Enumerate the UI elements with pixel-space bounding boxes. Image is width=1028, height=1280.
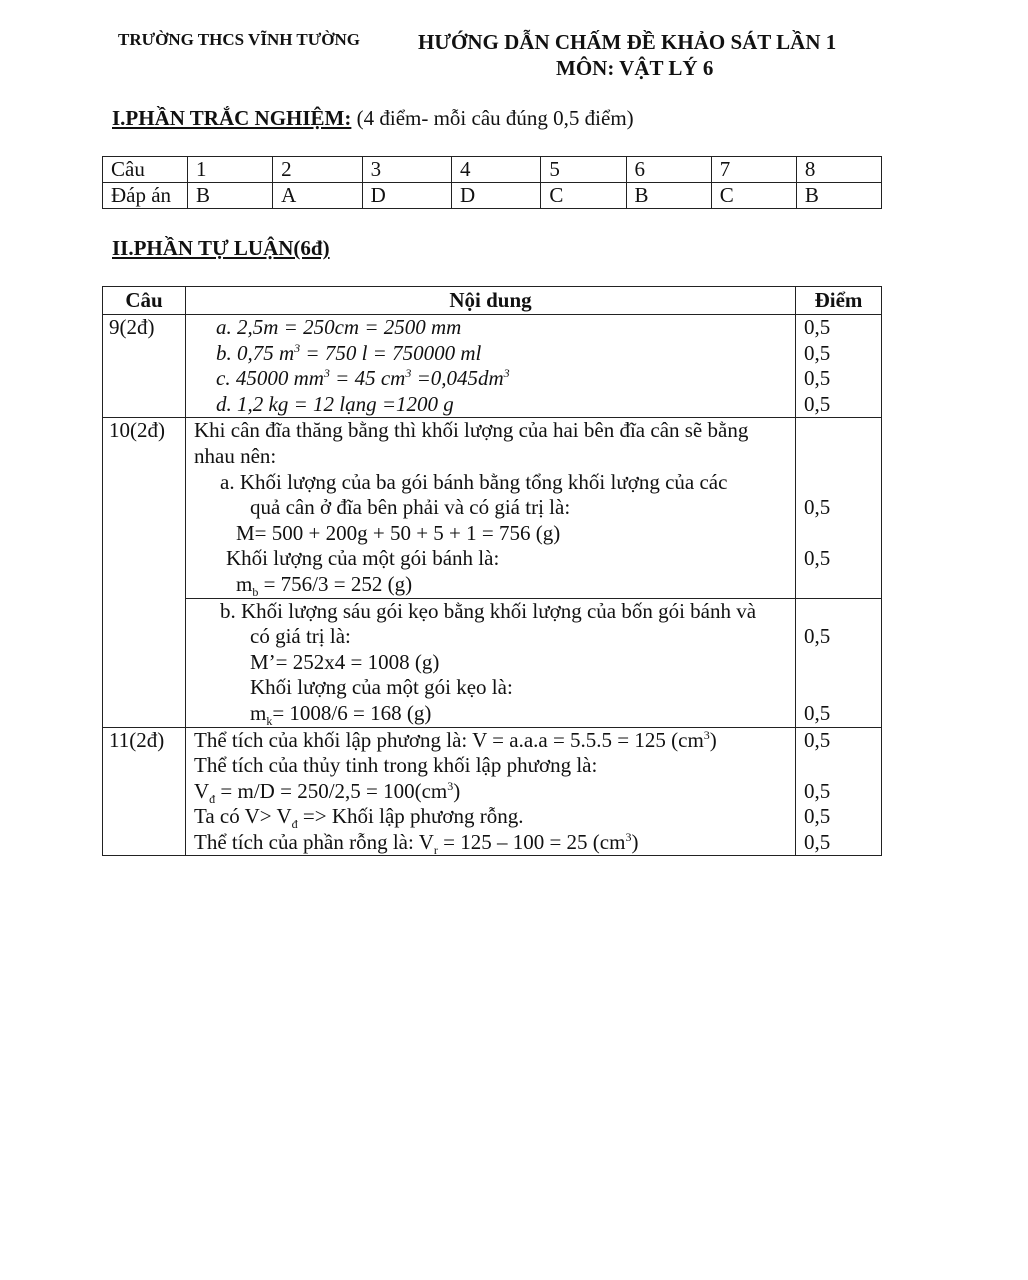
score: 0,5 bbox=[804, 727, 831, 752]
section-2-heading: II.PHẦN TỰ LUẬN(6đ) bbox=[112, 236, 330, 260]
question-10b-scores bbox=[796, 598, 882, 727]
question-row bbox=[103, 157, 882, 183]
answer-line: Thể tích của khối lập phương là: V = a.a.a = 5.5.5 = 125 $(cm^3)$ bbox=[194, 727, 717, 752]
multiple-choice-table bbox=[102, 156, 882, 209]
section-1-heading bbox=[112, 106, 634, 131]
question-11-content bbox=[186, 727, 796, 856]
question-11-label: 11(2đ) bbox=[103, 727, 186, 856]
answer-line: c. 45000 $mm^3 = 45$ $cm^3 =0,045dm^3$ bbox=[216, 366, 510, 391]
answer-line: Khối lượng của một gói kẹo là: bbox=[250, 675, 513, 700]
score: 0,5 bbox=[804, 624, 831, 649]
answer-value: C bbox=[541, 183, 626, 209]
section-1-note: (4 điểm- mỗi câu đúng 0,5 điểm) bbox=[351, 106, 634, 130]
score: 0,5 bbox=[804, 340, 831, 365]
answer-line: nhau nên: bbox=[194, 443, 277, 468]
answer-line: Thể tích của phần rỗng là: $V_r = 125 - 100 = 25$ $(cm^3)$ bbox=[194, 829, 639, 858]
question-number: 1 bbox=[188, 157, 273, 183]
answer-value: B bbox=[796, 183, 881, 209]
answer-value: D bbox=[362, 183, 451, 209]
question-9-content bbox=[186, 315, 796, 418]
question-10-label: 10(2đ) bbox=[103, 418, 186, 727]
answer-line: quả cân ở đĩa bên phải và có giá trị là: bbox=[250, 495, 571, 520]
question-number: 5 bbox=[541, 157, 626, 183]
answer-line: M= 500 + 200g + 50 + 5 + 1 = 756 (g) bbox=[236, 520, 561, 545]
essay-header-row bbox=[103, 287, 882, 315]
answer-value: A bbox=[273, 183, 362, 209]
document-title: HƯỚNG DẪN CHẤM ĐỀ KHẢO SÁT LẦN 1 bbox=[418, 30, 837, 54]
question-number: 2 bbox=[273, 157, 362, 183]
answer-line: a. Khối lượng của ba gói bánh bằng tổng khối lượng của các bbox=[220, 469, 728, 494]
essay-grading-table bbox=[102, 286, 882, 856]
question-label: Câu bbox=[103, 157, 188, 183]
score: 0,5 bbox=[804, 700, 831, 725]
answer-line: Khi cân đĩa thăng bằng thì khối lượng của hai bên đĩa cân sẽ bằng bbox=[194, 418, 749, 443]
answer-line: d. 1,2 kg = 12 lạng =1200 g bbox=[216, 391, 454, 416]
subject-line: MÔN: VẬT LÝ 6 bbox=[556, 56, 714, 80]
answer-row bbox=[103, 183, 882, 209]
question-number: 3 bbox=[362, 157, 451, 183]
answer-value: B bbox=[626, 183, 711, 209]
question-10a-scores bbox=[796, 418, 882, 598]
answer-line: $V_đ = m/D = 250/2,5 = 100(cm^3)$ bbox=[194, 778, 461, 806]
question-9-scores bbox=[796, 315, 882, 418]
question-11-scores bbox=[796, 727, 882, 856]
score: 0,5 bbox=[804, 829, 831, 854]
score: 0,5 bbox=[804, 495, 831, 520]
question-10a-content bbox=[186, 418, 796, 598]
score: 0,5 bbox=[804, 366, 831, 391]
question-number: 4 bbox=[451, 157, 540, 183]
answer-line: $m_k= 1008/6 = 168$ (g) bbox=[250, 700, 432, 729]
answer-value: C bbox=[711, 183, 796, 209]
question-10b-content bbox=[186, 598, 796, 727]
answer-line: $m_b = 756/3 = 252$ (g) bbox=[236, 571, 413, 600]
question-9-row bbox=[103, 315, 882, 418]
answer-line: b. Khối lượng sáu gói kẹo bằng khối lượng của bốn gói bánh và bbox=[220, 598, 757, 623]
score: 0,5 bbox=[804, 778, 831, 803]
school-name: TRƯỜNG THCS VĨNH TƯỜNG bbox=[118, 30, 360, 49]
answer-line: a. 2,5m = 250cm = 2500 mm bbox=[216, 315, 462, 339]
section-1-title: I.PHẦN TRẮC NGHIỆM: bbox=[112, 106, 352, 130]
answer-label: Đáp án bbox=[103, 183, 188, 209]
question-10b-row bbox=[103, 598, 882, 727]
answer-line: Thể tích của thủy tinh trong khối lập phương là: bbox=[194, 753, 598, 778]
question-number: 7 bbox=[711, 157, 796, 183]
header-content: Nội dung bbox=[186, 287, 796, 315]
question-10a-row bbox=[103, 418, 882, 598]
question-9-label: 9(2đ) bbox=[103, 315, 186, 418]
question-number: 6 bbox=[626, 157, 711, 183]
question-number: 8 bbox=[796, 157, 881, 183]
question-11-row bbox=[103, 727, 882, 856]
answer-line: b. 0,75 $m^3 = 750$ l = 750000 ml bbox=[216, 340, 482, 365]
score: 0,5 bbox=[804, 315, 831, 339]
answer-line: Ta có $V> V_đ$ => Khối lập phương rỗng. bbox=[194, 804, 524, 832]
header-question: Câu bbox=[103, 287, 186, 315]
header-score: Điểm bbox=[796, 287, 882, 315]
answer-line: có giá trị là: bbox=[250, 624, 351, 649]
answer-value: B bbox=[188, 183, 273, 209]
score: 0,5 bbox=[804, 804, 831, 829]
score: 0,5 bbox=[804, 546, 831, 571]
answer-value: D bbox=[451, 183, 540, 209]
answer-line: Khối lượng của một gói bánh là: bbox=[226, 546, 500, 571]
answer-line: M’= 252x4 = 1008 (g) bbox=[250, 649, 440, 674]
score: 0,5 bbox=[804, 391, 831, 416]
